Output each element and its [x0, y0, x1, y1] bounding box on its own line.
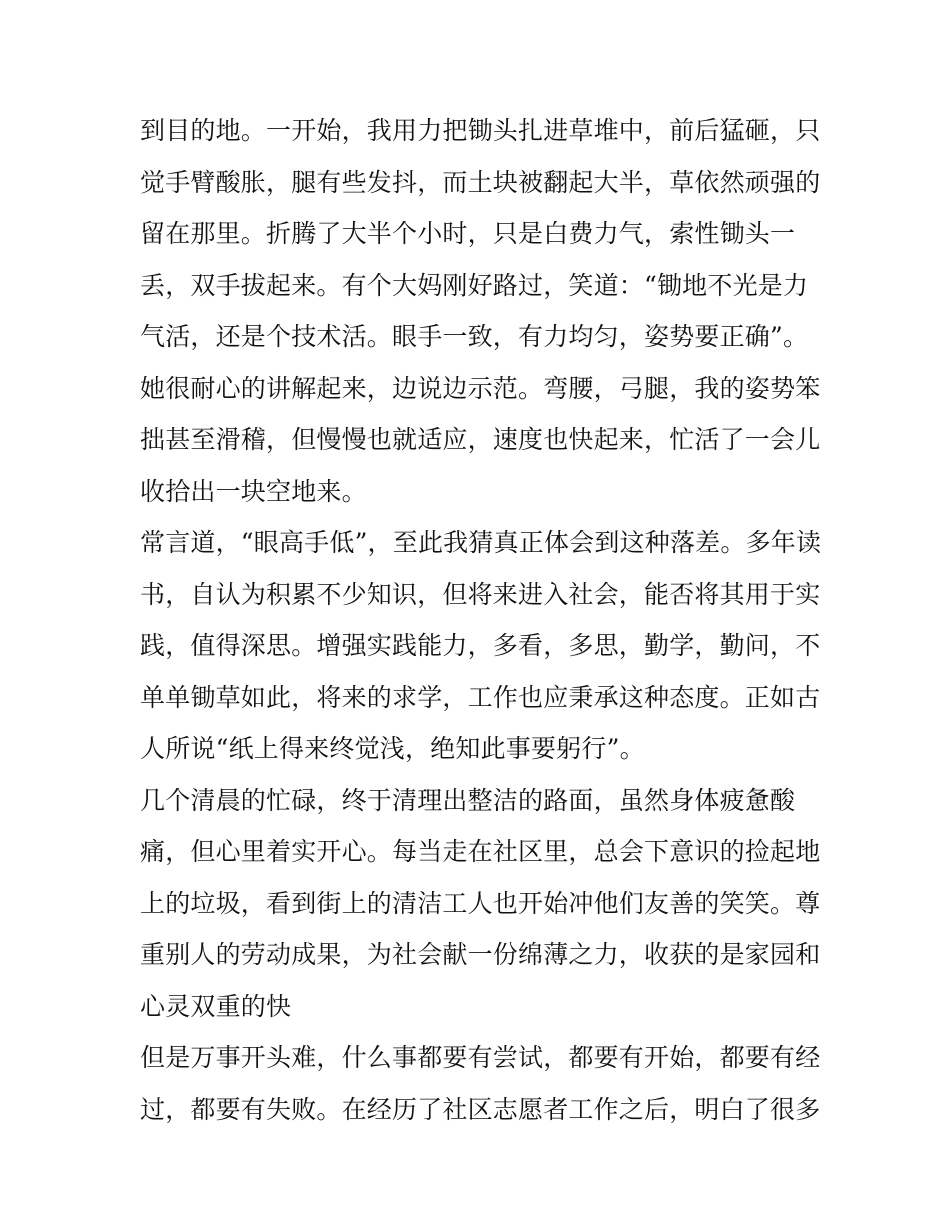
text-line: 重别人的劳动成果，为社会献一份绵薄之力，收获的是家园和	[140, 940, 821, 969]
text-line: 常言道，“眼高手低”，至此我猜真正体会到这种落差。多年读	[140, 528, 822, 557]
text-line: 她很耐心的讲解起来，边说边示范。弯腰，弓腿，我的姿势笨	[140, 373, 821, 403]
text-line: 单单锄草如此，将来的求学，工作也应秉承这种态度。正如古	[140, 682, 821, 712]
text-line: 几个清晨的忙碌，终于清理出整洁的路面，虽然身体疲惫酸	[140, 785, 796, 815]
text-line: 但是万事开头难，什么事都要有尝试，都要有开始，都要有经	[140, 1043, 821, 1072]
text-line: 留在那里。折腾了大半个小时，只是白费力气，索性锄头一	[140, 219, 796, 248]
text-line: 痛，但心里着实开心。每当走在社区里，总会下意识的捡起地	[140, 837, 821, 866]
text-line: 拙甚至滑稽，但慢慢也就适应，速度也快起来，忙活了一会儿	[140, 425, 821, 454]
text-line: 践，值得深思。增强实践能力，多看，多思，勤学，勤问，不	[140, 631, 821, 660]
text-line: 气活，还是个技术活。眼手一致，有力均匀，姿势要正确”。	[140, 322, 809, 351]
text-line: 过，都要有失败。在经历了社区志愿者工作之后，明白了很多	[140, 1094, 821, 1124]
text-line: 丢，双手拔起来。有个大妈刚好路过，笑道：“锄地不光是力	[140, 270, 809, 300]
text-line: 到目的地。一开始，我用力把锄头扎进草堆中，前后猛砸，只	[140, 116, 821, 145]
text-line: 上的垃圾，看到街上的清洁工人也开始冲他们友善的笑笑。尊	[140, 888, 821, 918]
text-line: 心灵双重的快	[140, 991, 292, 1021]
document-body	[140, 105, 822, 1135]
text-line: 书，自认为积累不少知识，但将来进入社会，能否将其用于实	[140, 579, 821, 609]
text-line: 人所说“纸上得来终觉浅，绝知此事要躬行”。	[140, 734, 645, 763]
text-line: 收拾出一块空地来。	[140, 476, 367, 506]
text-line: 觉手臂酸胀，腿有些发抖，而土块被翻起大半，草依然顽强的	[140, 167, 821, 197]
